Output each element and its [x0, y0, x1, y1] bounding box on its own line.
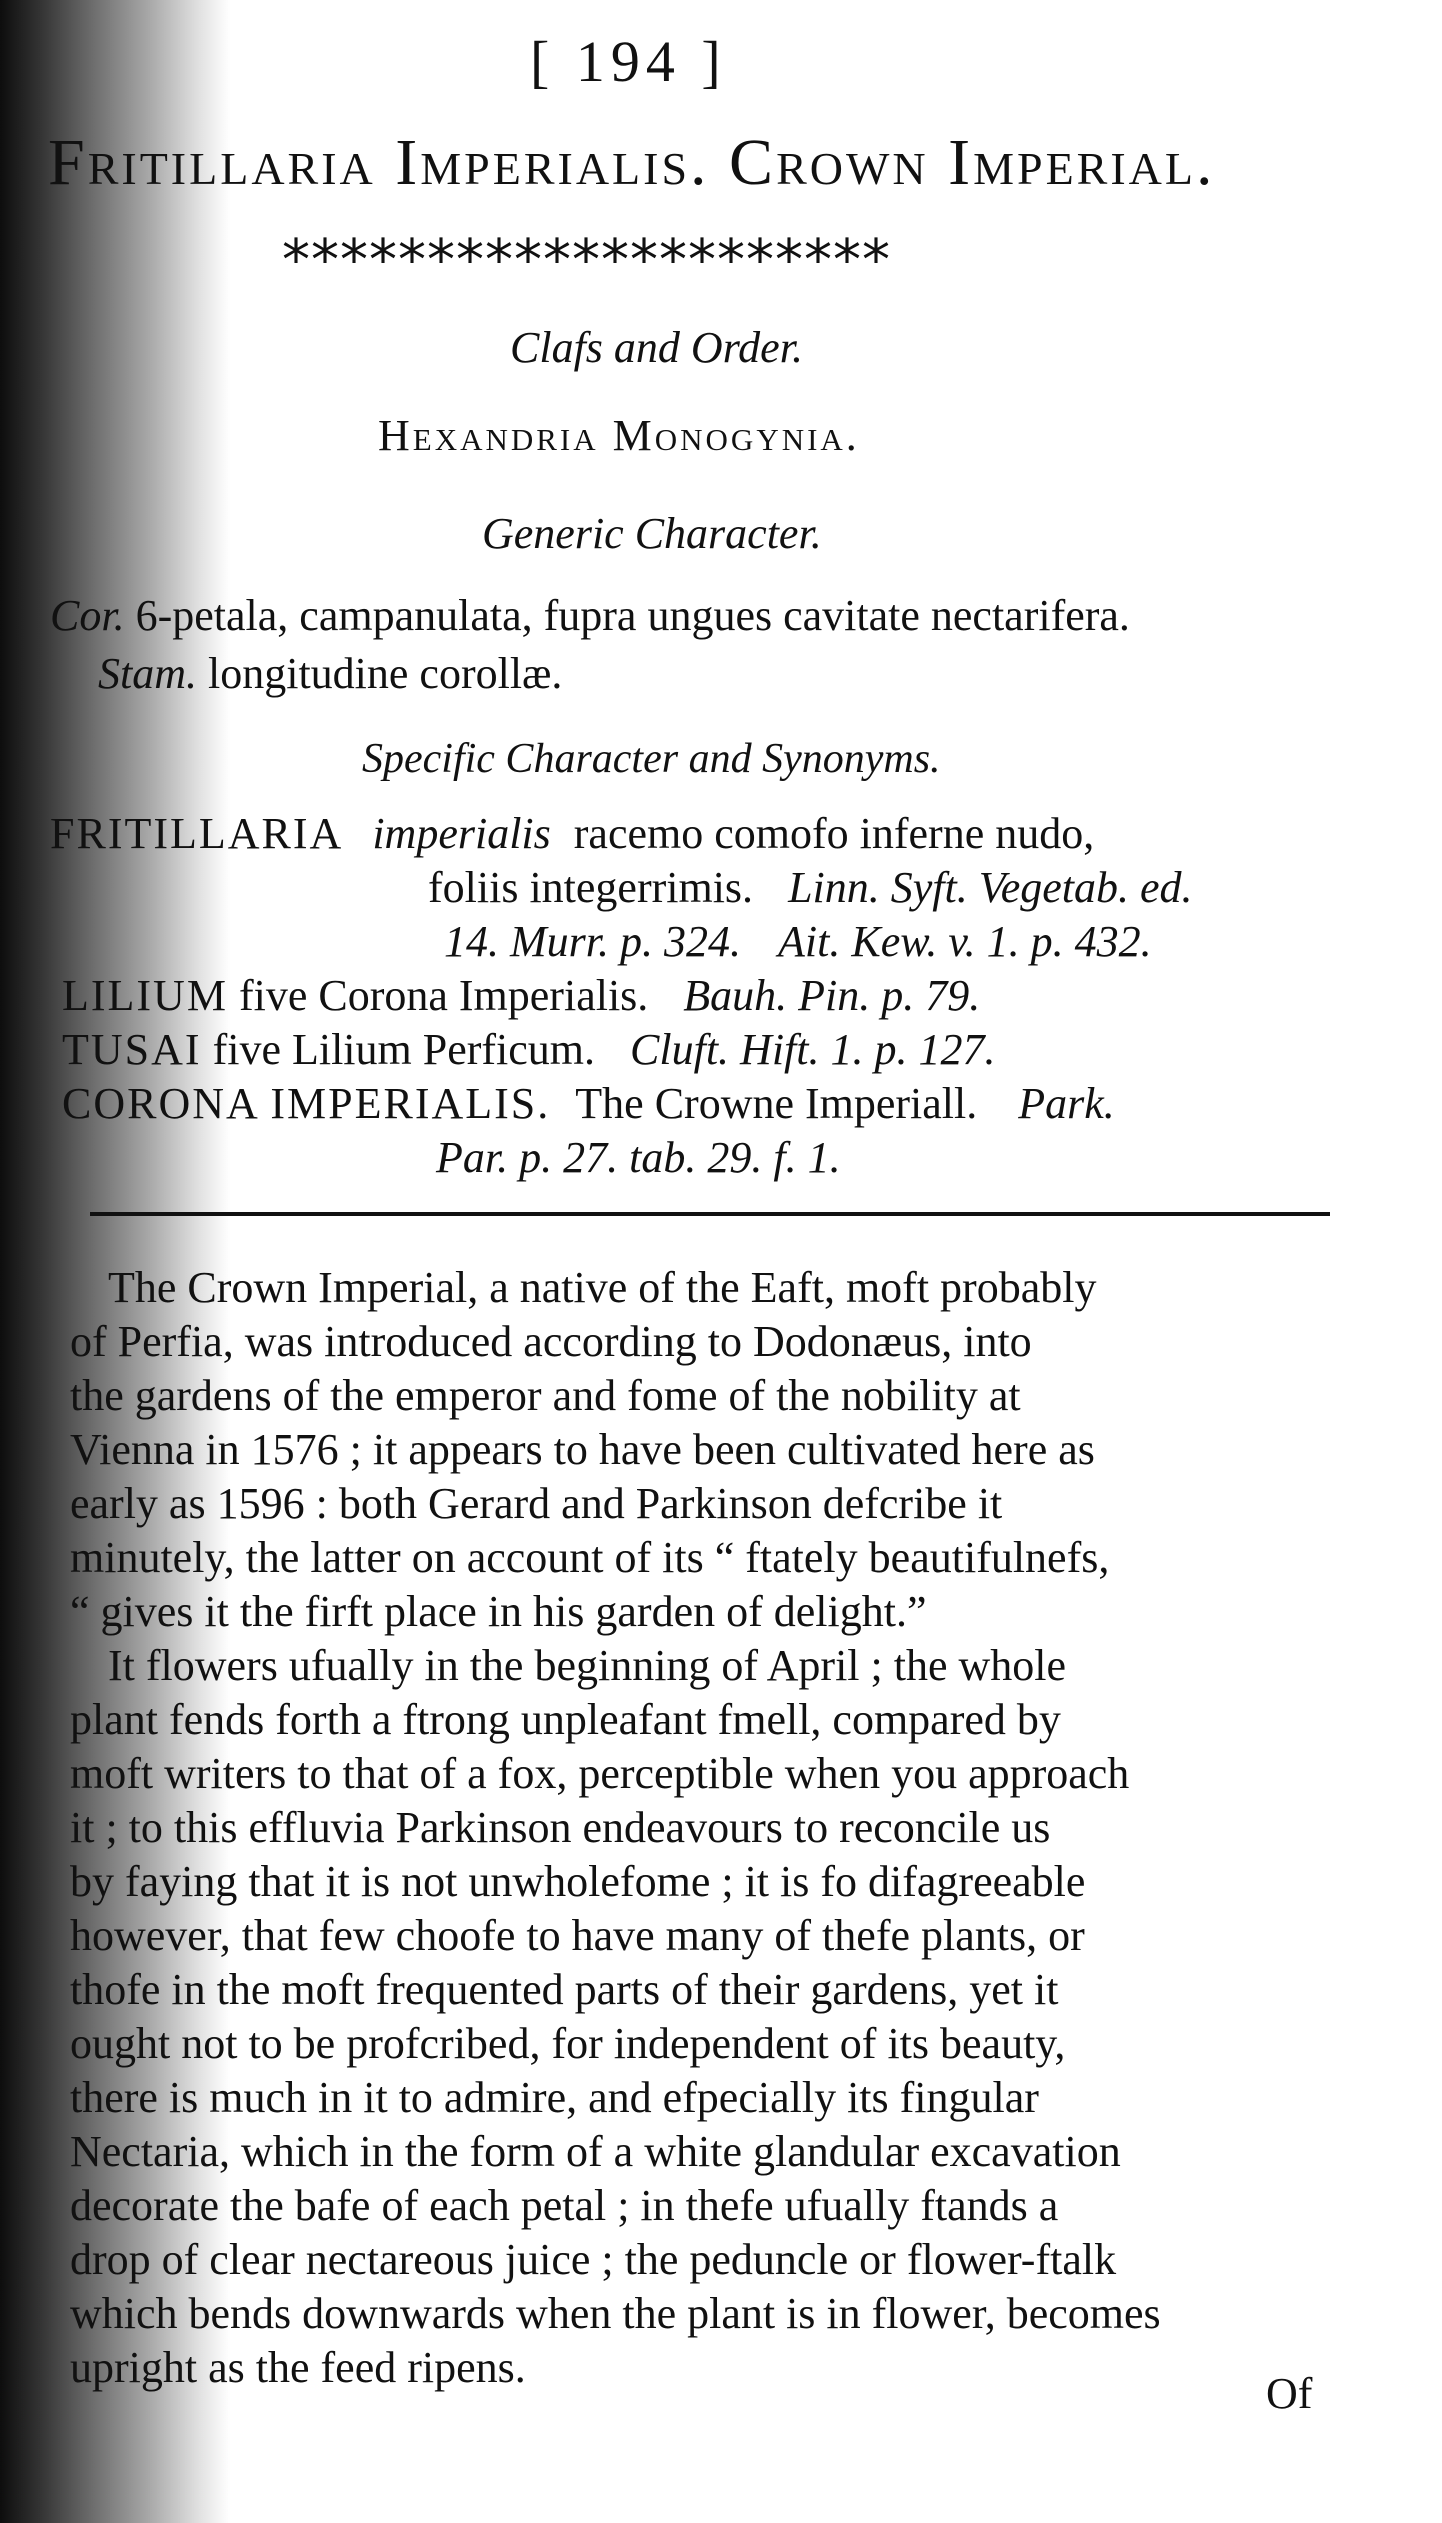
body-line: the gardens of the emperor and fome of the nobility at — [70, 1371, 1021, 1420]
synonym-tusai-name: TUSAI — [62, 1025, 202, 1074]
section-rule — [90, 1212, 1330, 1216]
body-line: minutely, the latter on account of its “ ftately beautifulnefs, — [70, 1533, 1110, 1582]
generic-character-heading: Generic Character. — [482, 509, 822, 558]
body-line: drop of clear nectareous juice ; the peduncle or flower-ftalk — [70, 2235, 1117, 2284]
synonym-fritillaria-desc: racemo comofo inferne nudo, — [573, 809, 1095, 858]
ornament-rule: ********************* — [282, 228, 891, 293]
body-line: It flowers ufually in the beginning of April ; the whole — [108, 1641, 1067, 1690]
body-line: which bends downwards when the plant is in flower, becomes — [70, 2289, 1161, 2338]
class-order-heading: Clafs and Order. — [510, 323, 803, 372]
synonym-fritillaria-line2 — [428, 862, 1193, 913]
generic-line-corolla — [50, 590, 1130, 641]
stamen-text: longitudine corollæ. — [208, 649, 563, 698]
body-line: “ gives it the firft place in his garden of delight.” — [70, 1587, 927, 1636]
body-line: early as 1596 : both Gerard and Parkinson defcribe it — [70, 1479, 1003, 1528]
generic-line-stamen — [98, 648, 562, 699]
synonym-fritillaria-line3 — [444, 916, 1152, 967]
body-line: upright as the feed ripens. — [70, 2343, 526, 2392]
synonym-fritillaria-epithet: imperialis — [372, 809, 551, 858]
catchword: Of — [1266, 2369, 1313, 2418]
body-line: by faying that it is not unwholefome ; it is fo difagreeable — [70, 1857, 1086, 1906]
synonym-lilium-text: five Corona Imperialis. — [238, 971, 649, 1020]
body-line: thofe in the moft frequented parts of their gardens, yet it — [70, 1965, 1059, 2014]
body-line: plant fends forth a ftrong unpleafant fmell, compared by — [70, 1695, 1061, 1744]
synonym-lilium-name: LILIUM — [62, 971, 228, 1020]
synonym-corona — [62, 1078, 1115, 1129]
body-line: ought not to be profcribed, for independent of its beauty, — [70, 2019, 1066, 2068]
synonym-fritillaria-ref-linn: Linn. Syft. Vegetab. ed. — [788, 863, 1193, 912]
synonym-tusai-text: five Lilium Perficum. — [212, 1025, 596, 1074]
body-line: The Crown Imperial, a native of the Eaft, moft probably — [108, 1263, 1097, 1312]
body-line: of Perfia, was introduced according to Dodonæus, into — [70, 1317, 1032, 1366]
body-line: there is much in it to admire, and efpecially its fingular — [70, 2073, 1039, 2122]
body-line: however, that few choofe to have many of thefe plants, or — [70, 1911, 1085, 1960]
synonym-fritillaria-ref-murr: 14. Murr. p. 324. — [444, 917, 742, 966]
specific-character-heading: Specific Character and Synonyms. — [362, 736, 941, 782]
body-line: Vienna in 1576 ; it appears to have been cultivated here as — [70, 1425, 1095, 1474]
synonym-tusai — [62, 1024, 996, 1075]
plate-title — [48, 125, 1216, 201]
synonym-corona-name: CORONA IMPERIALIS. — [62, 1079, 551, 1128]
synonym-lilium — [62, 970, 980, 1021]
body-line: decorate the bafe of each petal ; in thefe ufually ftands a — [70, 2181, 1059, 2230]
synonym-tusai-ref: Cluft. Hift. 1. p. 127. — [630, 1025, 996, 1074]
title-species: Imperialis. — [395, 126, 710, 199]
synonym-fritillaria-name: FRITILLARIA — [50, 809, 344, 858]
title-common: Crown Imperial. — [729, 126, 1216, 199]
title-genus: Fritillaria — [48, 126, 376, 199]
body-line: Nectaria, which in the form of a white glandular excavation — [70, 2127, 1121, 2176]
body-line: moft writers to that of a fox, perceptible when you approach — [70, 1749, 1130, 1798]
stamen-label: Stam. — [98, 649, 197, 698]
synonym-corona-ref-park: Park. — [1018, 1079, 1115, 1128]
corolla-label: Cor. — [50, 591, 125, 640]
class-order-value: Hexandria Monogynia. — [378, 411, 860, 460]
body-line: it ; to this effluvia Parkinson endeavours to reconcile us — [70, 1803, 1051, 1852]
synonym-fritillaria-ref-ait: Ait. Kew. v. 1. p. 432. — [778, 917, 1152, 966]
synonym-corona-ref-line2: Par. p. 27. tab. 29. f. 1. — [436, 1133, 841, 1182]
corolla-text: 6-petala, campanulata, fupra ungues cavitate nectarifera. — [135, 591, 1130, 640]
synonym-corona-text: The Crowne Imperiall. — [575, 1079, 978, 1128]
page-number: [ 194 ] — [530, 29, 727, 94]
synonym-fritillaria-leaves: foliis integerrimis. — [428, 863, 754, 912]
synonym-fritillaria — [50, 808, 1094, 859]
synonym-lilium-ref: Bauh. Pin. p. 79. — [683, 971, 981, 1020]
